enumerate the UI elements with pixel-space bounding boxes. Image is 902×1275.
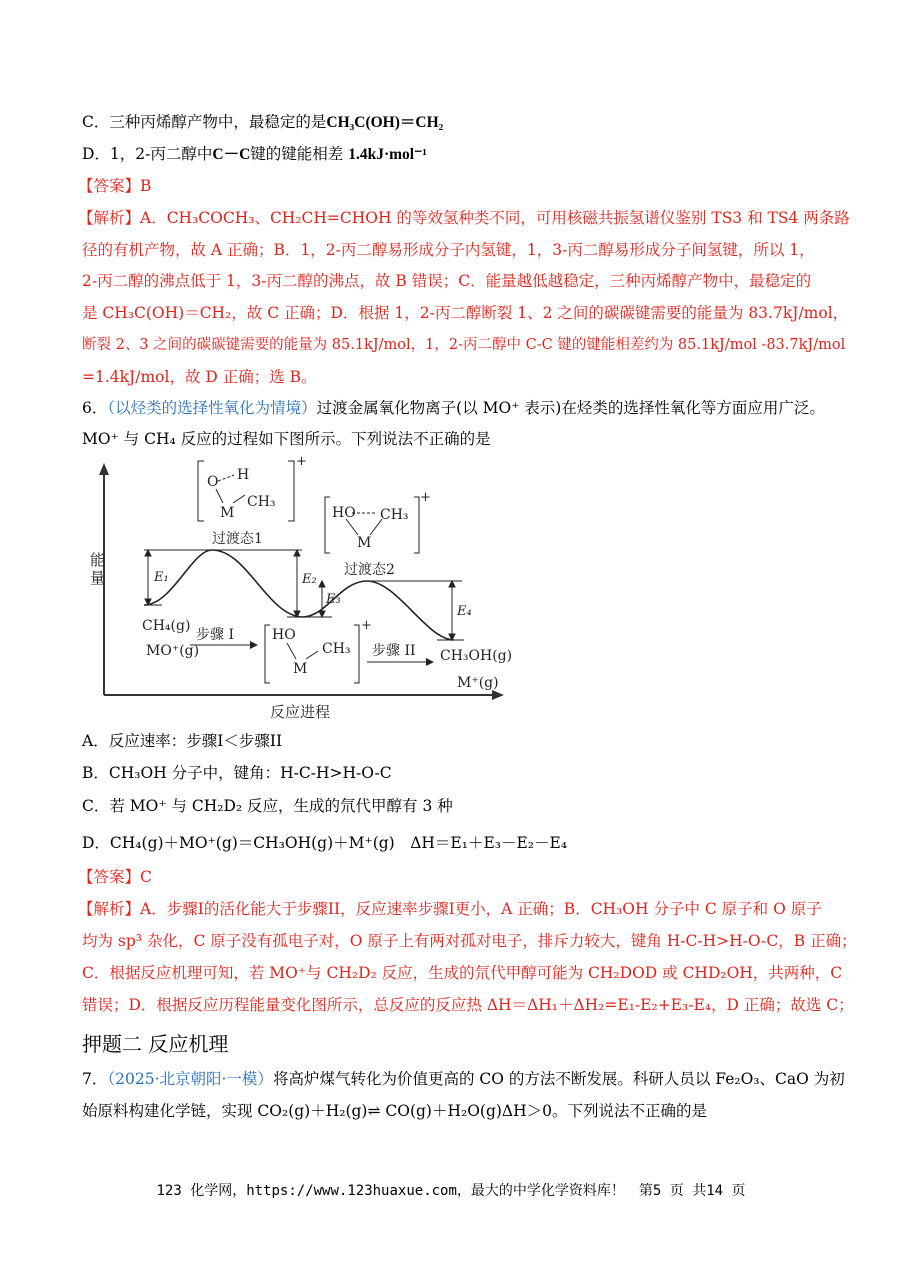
q6-option-c: C．若 MO⁺ 与 CH₂D₂ 反应，生成的氘代甲醇有 3 种	[82, 797, 453, 815]
q6-option-b: B．CH₃OH 分子中，键角：H-C-H>H-O-C	[82, 764, 392, 782]
e4-label: E₄	[457, 604, 472, 619]
q5-option-d: D．1，2-丙二醇中C－C键的键能相差 1.4kJ·mol⁻¹	[82, 145, 427, 163]
ts1-h: H	[237, 467, 250, 483]
q5-analysis-line: 径的有机产物，故 A 正确；B．1，2-丙二醇易形成分子内氢键，1，3-丙二醇易形成分子间氢键，所以 1，	[82, 241, 815, 259]
y-axis-arrow	[99, 463, 109, 475]
q5-analysis-line: 【解析】A．CH₃COCH₃、CH₂CH=CHOH 的等效氢种类不同，可用核磁共振氢谱仪鉴别 TS3 和 TS4 两条路	[78, 209, 850, 227]
q5-analysis-line: 2-丙二醇的沸点低于 1，3-丙二醇的沸点，故 B 错误；C．能量越低越稳定，三种丙烯醇产物中，最稳定的	[82, 272, 812, 290]
q6-analysis-line: 【解析】A．步骤I的活化能大于步骤II，反应速率步骤I更小，A 正确；B．CH₃OH 分子中 C 原子和 O 原子	[78, 900, 822, 918]
q7-stem: 7．（2025·北京朝阳·一模）将高炉煤气转化为价值更高的 CO 的方法不断发展。科研人员以 Fe₂O₃、CaO 为初	[82, 1070, 845, 1088]
ts2-ho: HO	[332, 505, 356, 521]
x-axis-arrow	[492, 690, 504, 700]
ts2-label: 过渡态2	[344, 562, 395, 578]
e1-label: E₁	[154, 570, 169, 585]
q6-option-d: D．CH₄(g)＋MO⁺(g)＝CH₃OH(g)＋M⁺(g) ΔH＝E₁＋E₃－E₂－E₄	[82, 834, 568, 852]
e3-label: E₃	[326, 592, 341, 607]
q5-analysis-line: 是 CH₃C(OH)＝CH₂，故 C 正确；D．根据 1，2-丙二醇断裂 1、2 之间的碳碳键需要的能量为 83.7kJ/mol，	[82, 304, 849, 322]
ts1-o: O	[207, 474, 219, 490]
ts1-label: 过渡态1	[212, 531, 263, 547]
ts1-charge: +	[296, 455, 307, 469]
q6-context: （以烃类的选择性氧化为情境）	[107, 399, 317, 417]
int-ho: HO	[272, 627, 296, 643]
q5-analysis-line: 断裂 2、3 之间的碳碳键需要的能量为 85.1kJ/mol，1，2-丙二醇中 C-C 键的键能相差约为 85.1kJ/mol -83.7kJ/mol	[82, 337, 846, 353]
int-charge: +	[361, 618, 372, 633]
product-ch3oh: CH₃OH(g)	[440, 648, 512, 664]
ts2-charge: +	[420, 490, 431, 505]
int-ch3: CH₃	[322, 641, 351, 657]
q6-stem-2: MO⁺ 与 CH₄ 反应的过程如下图所示。下列说法不正确的是	[82, 430, 491, 448]
product-m: M⁺(g)	[457, 675, 499, 691]
ts1-ch3: CH₃	[247, 494, 276, 510]
q5-option-c: C．三种丙烯醇产物中，最稳定的是CH₃C(OH)＝CH₂	[82, 113, 444, 131]
x-axis-label: 反应进程	[270, 703, 331, 721]
q5-analysis-line: =1.4kJ/mol，故 D 正确；选 B。	[82, 368, 317, 386]
reactant-ch4: CH₄(g)	[142, 618, 191, 634]
ts1-m: M	[220, 505, 235, 521]
q6-stem: 6．（以烃类的选择性氧化为情境）过渡金属氧化物离子(以 MO⁺ 表示)在烃类的选择性氧化等方面应用广泛。	[82, 399, 825, 417]
section-title: 押题二 反应机理	[82, 1032, 229, 1056]
int-m: M	[293, 661, 308, 677]
reactant-mo: MO⁺(g)	[146, 643, 200, 659]
energy-curve	[144, 550, 454, 640]
q6-answer: 【答案】C	[78, 868, 152, 886]
q6-analysis-line: C．根据反应机理可知，若 MO⁺与 CH₂D₂ 反应，生成的氘代甲醇可能为 CH₂DOD 或 CHD₂OH，共两种，C	[82, 964, 843, 982]
q6-option-a: A．反应速率：步骤I＜步骤II	[82, 732, 283, 750]
q7-source: （2025·北京朝阳·一模）	[107, 1070, 273, 1088]
q7-stem-2: 始原料构建化学链，实现 CO₂(g)＋H₂(g)⇌ CO(g)＋H₂O(g)ΔH＞0。下列说法不正确的是	[82, 1102, 707, 1120]
y-axis-label: 能量	[90, 551, 106, 587]
step1-label: 步骤 I	[196, 627, 234, 643]
ts2-m: M	[357, 535, 372, 551]
ts2-ch3: CH₃	[380, 507, 409, 523]
page-footer: 123 化学网，https://www.123huaxue.com，最大的中学化学资料库！ 第5 页 共14 页	[156, 1183, 746, 1199]
q5-optc-formula: CH₃C(OH)＝CH₂	[326, 114, 444, 131]
q6-analysis-line: 均为 sp³ 杂化，C 原子没有孤电子对，O 原子上有两对孤对电子，排斥力较大，键角 H-C-H>H-O-C，B 正确；	[82, 932, 857, 950]
e2-label: E₂	[302, 572, 317, 587]
q6-analysis-line: 错误；D．根据反应历程能量变化图所示，总反应的反应热 ΔH＝ΔH₁＋ΔH₂=E₁-E₂+E₃-E₄，D 正确；故选 C；	[82, 996, 854, 1014]
step2-label: 步骤 II	[372, 643, 416, 659]
q5-answer: 【答案】B	[78, 177, 152, 195]
energy-profile-diagram	[82, 455, 512, 723]
